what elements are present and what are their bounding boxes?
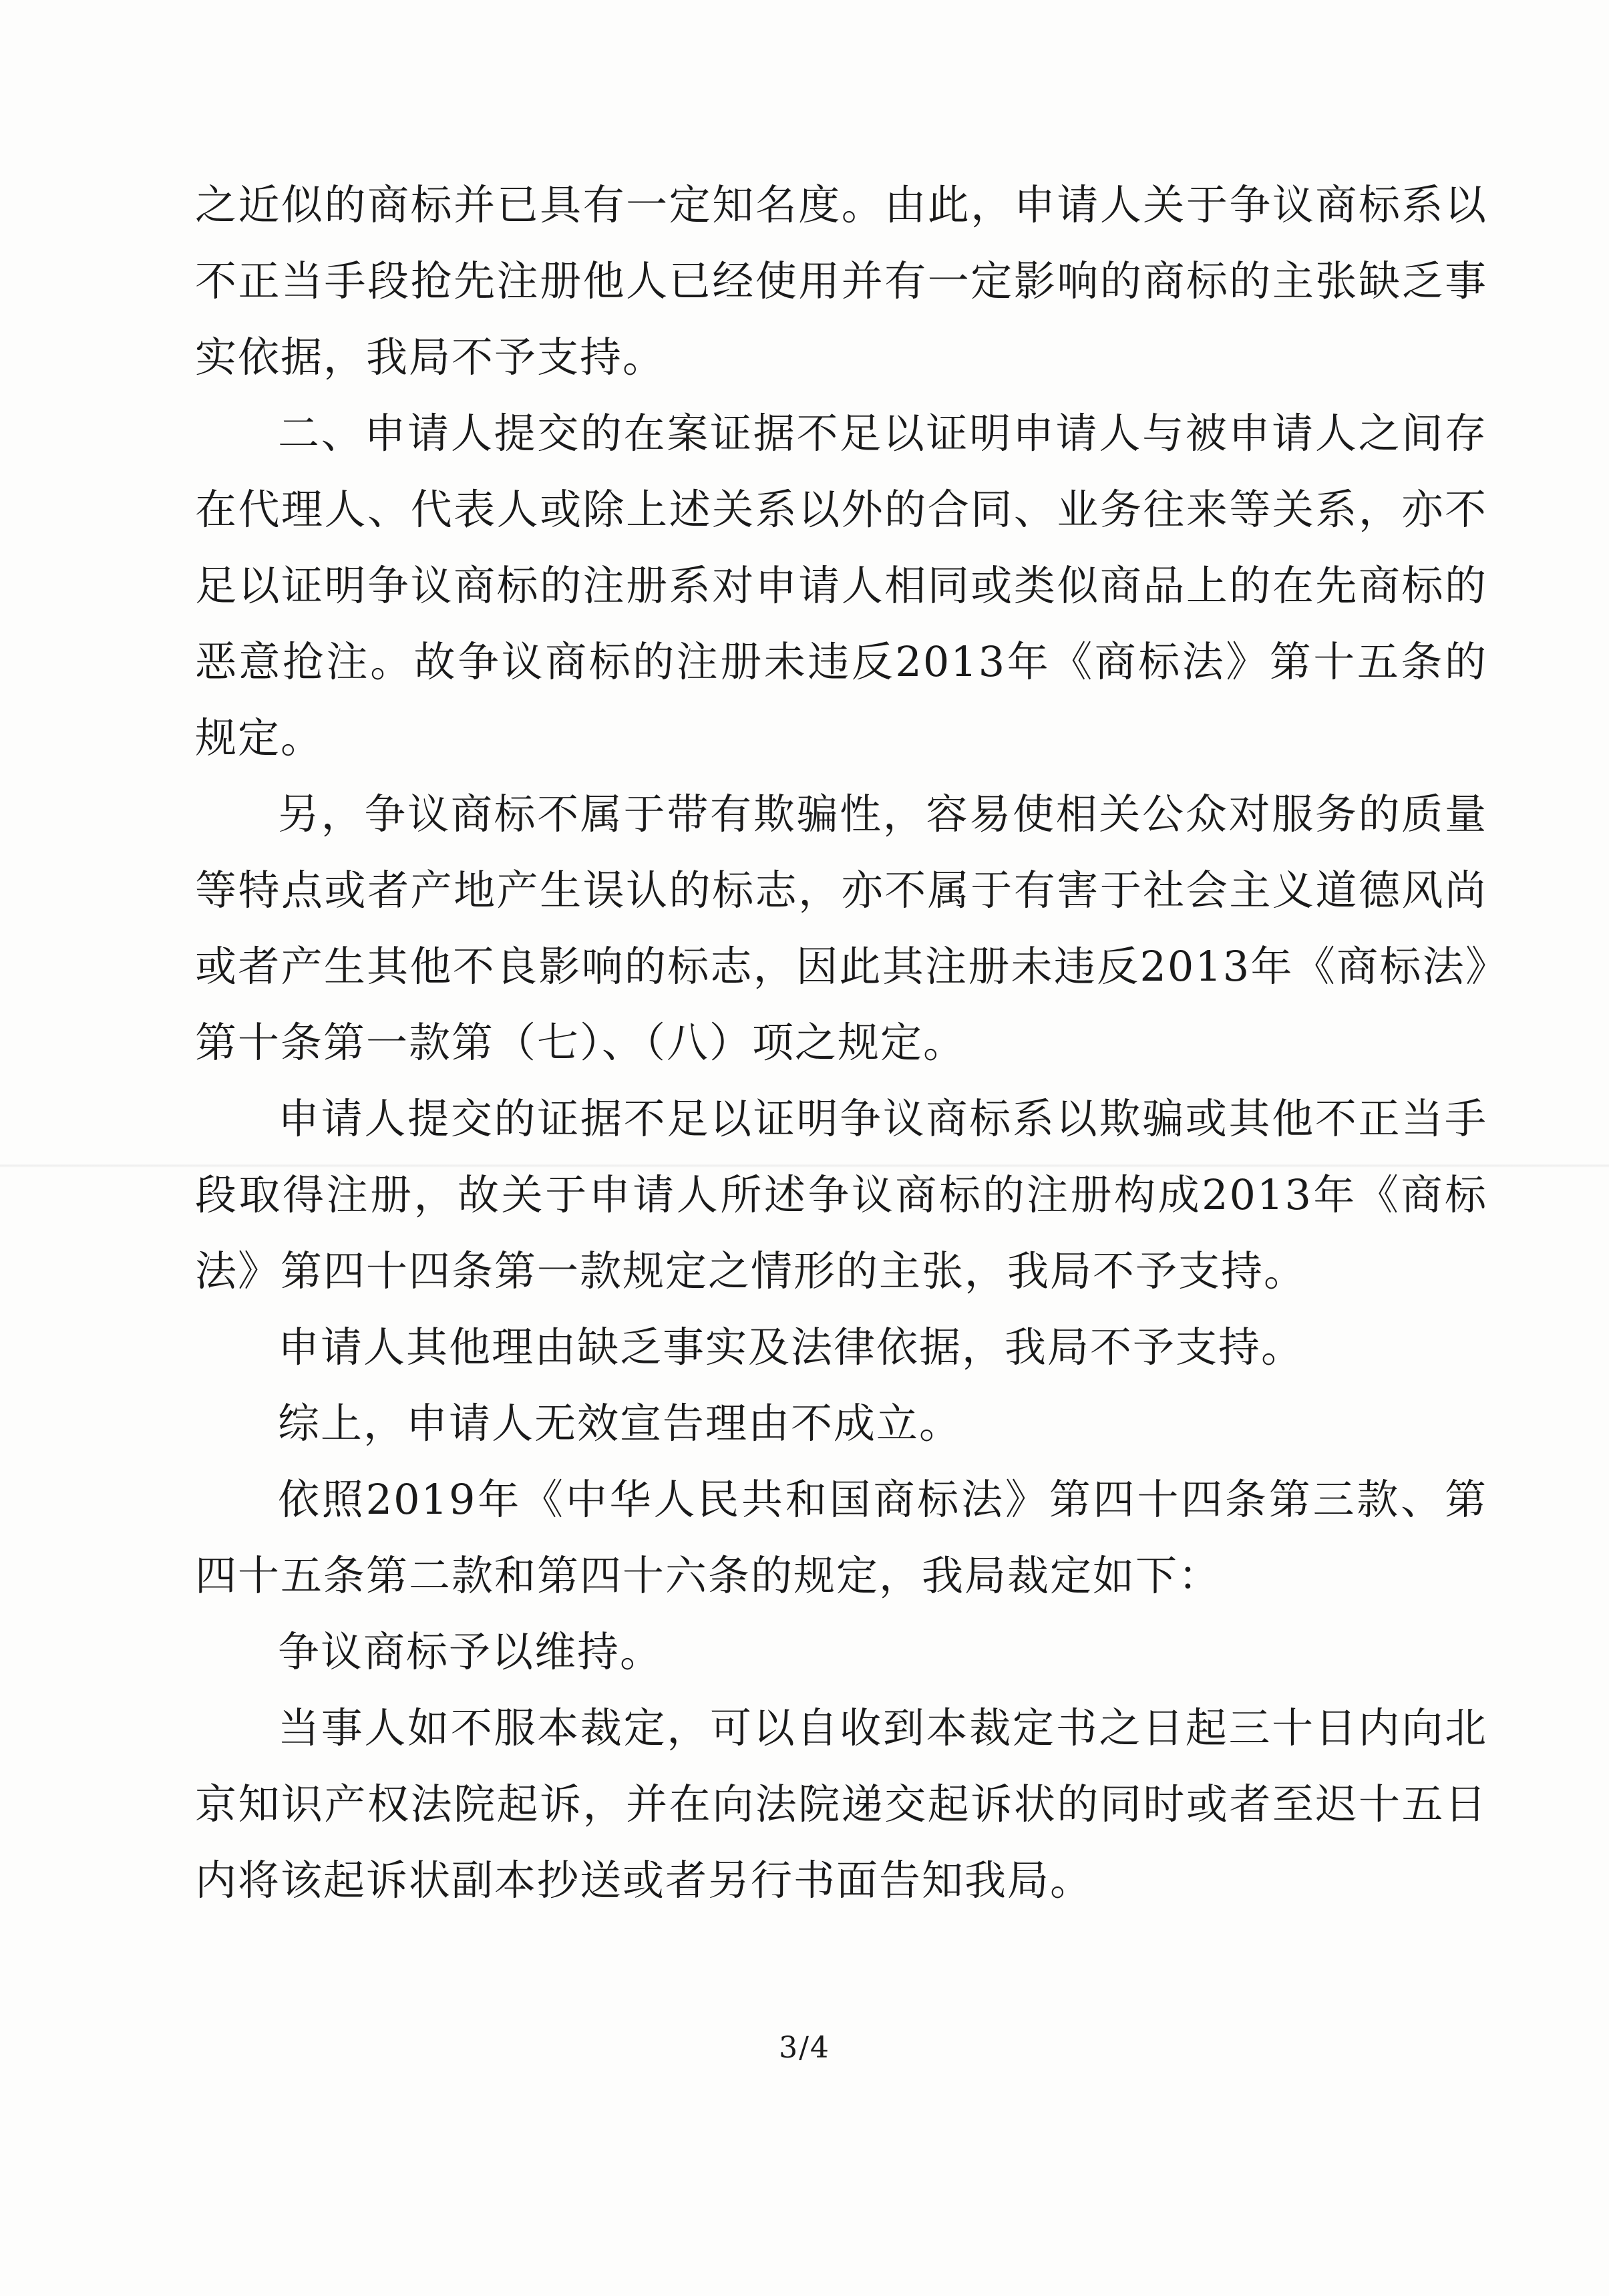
paragraph-6: 综上，申请人无效宣告理由不成立。 [278, 1399, 962, 1448]
document-body [195, 167, 1487, 1919]
paragraph-2: 二、申请人提交的在案证据不足以证明申请人与被申请人之间存在代理人、代表人或除上述关系以外的合同、业务往来等关系，亦不足以证明争议商标的注册系对申请人相同或类似商品上的在先商标的恶意抢注。故争议商标的注册未违反2013年《商标法》第十五条的规定。 [195, 409, 1487, 762]
paragraph-1: 之近似的商标并已具有一定知名度。由此，申请人关于争议商标系以不正当手段抢先注册他人已经使用并有一定影响的商标的主张缺乏事实依据，我局不予支持。 [195, 180, 1487, 381]
page-number: 3/4 [779, 2031, 830, 2065]
paragraph-8: 争议商标予以维持。 [278, 1627, 663, 1676]
paragraph-5: 申请人其他理由缺乏事实及法律依据，我局不予支持。 [278, 1323, 1304, 1371]
paragraph-7: 依照2019年《中华人民共和国商标法》第四十四条第三款、第四十五条第二款和第四十六条的规定，我局裁定如下： [195, 1475, 1487, 1600]
paragraph-9: 当事人如不服本裁定，可以自收到本裁定书之日起三十日内向北京知识产权法院起诉，并在向法院递交起诉状的同时或者至迟十五日内将该起诉状副本抄送或者另行书面告知我局。 [195, 1703, 1487, 1905]
paragraph-3: 另，争议商标不属于带有欺骗性，容易使相关公众对服务的质量等特点或者产地产生误认的标志，亦不属于有害于社会主义道德风尚或者产生其他不良影响的标志，因此其注册未违反2013年《商标法》第十条第一款第（七）、（八）项之规定。 [195, 790, 1487, 1067]
paragraph-4: 申请人提交的证据不足以证明争议商标系以欺骗或其他不正当手段取得注册，故关于申请人所述争议商标的注册构成2013年《商标法》第四十四条第一款规定之情形的主张，我局不予支持。 [195, 1094, 1487, 1295]
